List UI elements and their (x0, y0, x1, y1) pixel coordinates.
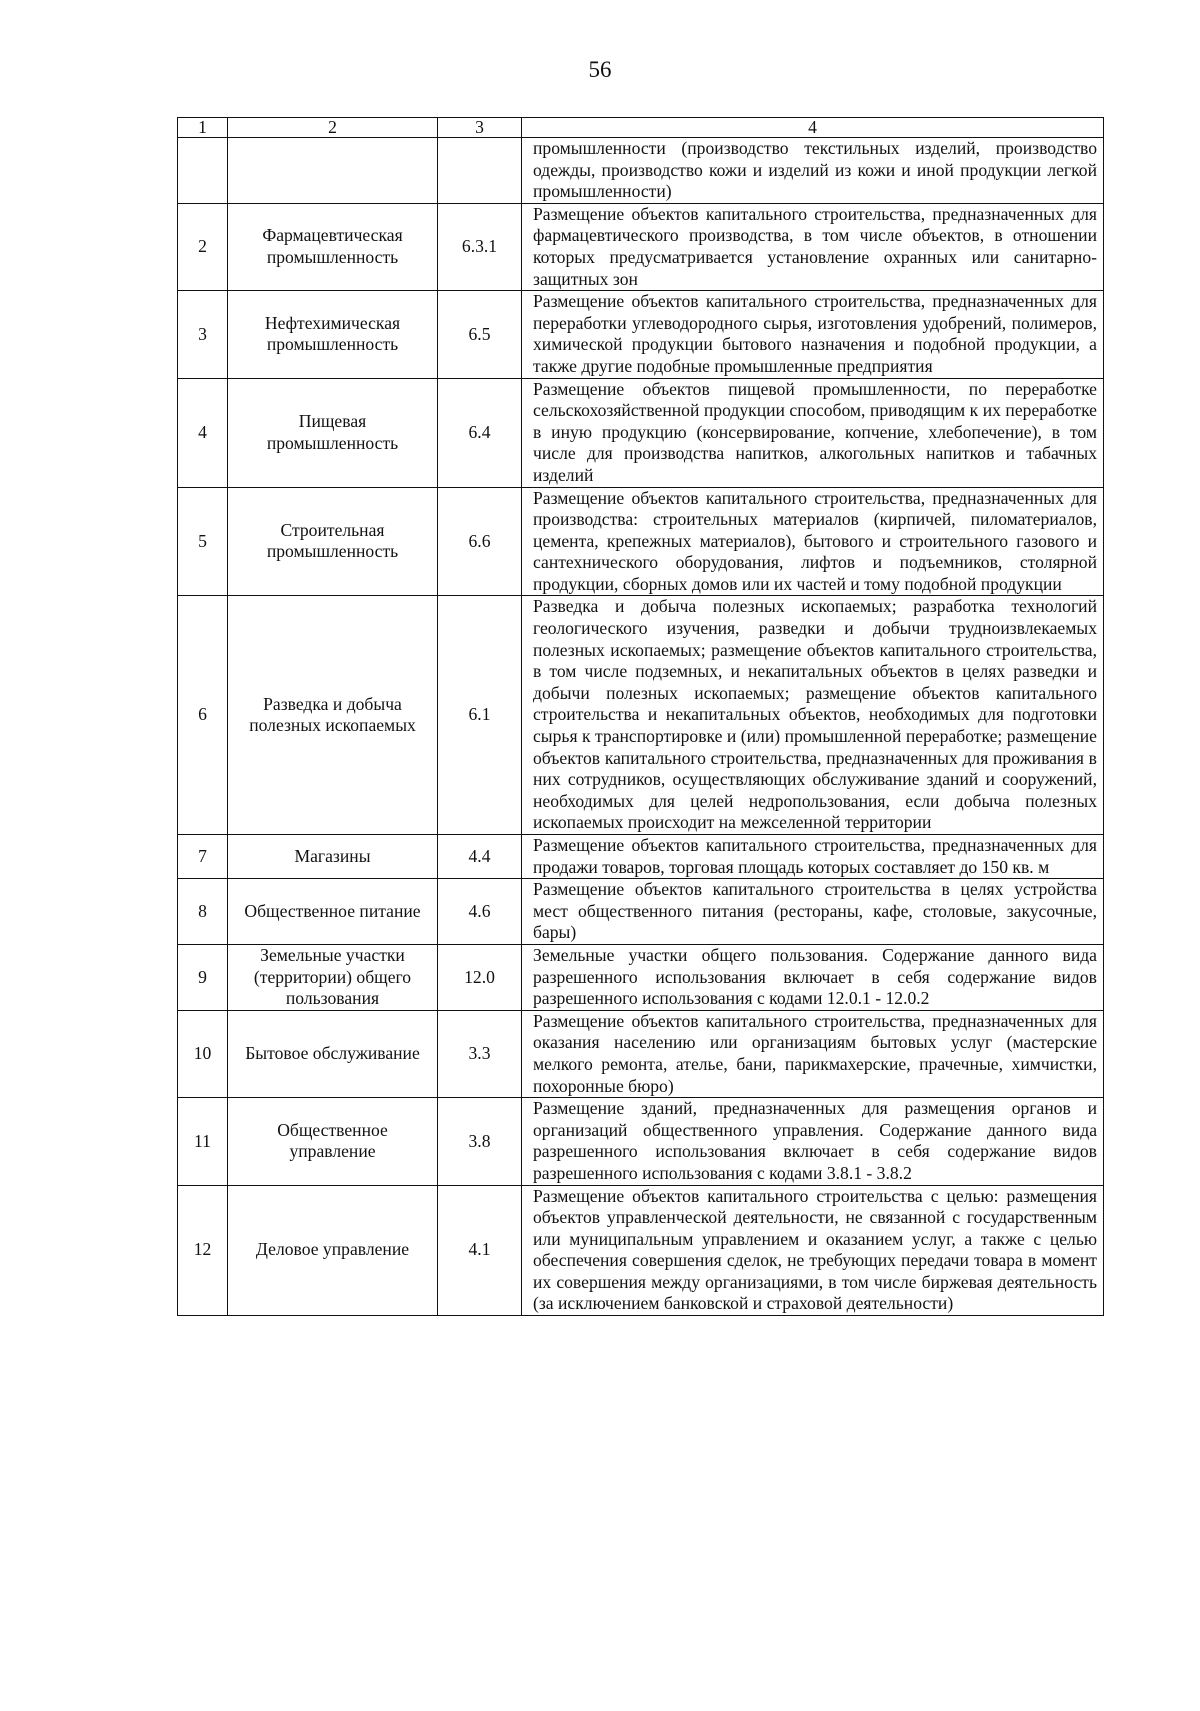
column-header-3: 3 (438, 118, 522, 138)
row-number: 12 (178, 1185, 228, 1316)
column-header-2: 2 (228, 118, 438, 138)
land-use-name: Земельные участки (территории) общего пользования (228, 944, 438, 1010)
land-use-description: Размещение объектов капитального строительства, предназначенных для оказания населению или организациям бытовых услуг (мастерские мелкого ремонта, ателье, бани, парикмахерские, прачечные, химчистки, похоронные бюро) (522, 1010, 1104, 1097)
column-header-4: 4 (522, 118, 1104, 138)
row-number: 2 (178, 203, 228, 290)
land-use-description: Размещение зданий, предназначенных для размещения органов и организаций общественного управления. Содержание данного вида разрешенного использования включает в себя содержание видов разрешенного использования с кодами 3.8.1 - 3.8.2 (522, 1098, 1104, 1185)
land-use-description: Земельные участки общего пользования. Содержание данного вида разрешенного использования включает в себя содержание видов разрешенного использования с кодами 12.0.1 - 12.0.2 (522, 944, 1104, 1010)
table-row (178, 138, 1104, 204)
table-row (178, 203, 1104, 290)
land-use-description: Размещение объектов капитального строительства с целью: размещения объектов управленческой деятельности, не связанной с государственным или муниципальным управлением и оказанием услуг, а также с целью обеспечения совершения сделок, не требующих передачи товара в момент их совершения между организациями, в том числе биржевая деятельность (за исключением банковской и страховой деятельности) (522, 1185, 1104, 1316)
row-number: 10 (178, 1010, 228, 1097)
land-use-name: Общественное питание (228, 879, 438, 945)
land-use-name: Бытовое обслуживание (228, 1010, 438, 1097)
table-row (178, 835, 1104, 879)
land-use-code: 6.4 (438, 378, 522, 487)
table-header (178, 118, 1104, 138)
land-use-code: 3.3 (438, 1010, 522, 1097)
row-number: 11 (178, 1098, 228, 1185)
row-number: 5 (178, 487, 228, 596)
table-row (178, 1098, 1104, 1185)
land-use-name: Общественное управление (228, 1098, 438, 1185)
land-use-code: 4.1 (438, 1185, 522, 1316)
row-number: 9 (178, 944, 228, 1010)
land-use-code: 6.3.1 (438, 203, 522, 290)
page-number: 56 (588, 57, 612, 82)
table-row (178, 291, 1104, 378)
land-use-code: 6.1 (438, 596, 522, 835)
row-number: 6 (178, 596, 228, 835)
land-use-code: 12.0 (438, 944, 522, 1010)
row-number: 4 (178, 378, 228, 487)
land-use-name: Пищевая промышленность (228, 378, 438, 487)
land-use-code: 6.6 (438, 487, 522, 596)
header-row (178, 118, 1104, 138)
table-row (178, 378, 1104, 487)
table-row (178, 487, 1104, 596)
land-use-description: Размещение объектов капитального строительства, предназначенных для продажи товаров, торговая площадь которых составляет до 150 кв. м (522, 835, 1104, 879)
table-row (178, 596, 1104, 835)
table-body (178, 138, 1104, 1316)
table-row (178, 1010, 1104, 1097)
land-use-name: Разведка и добыча полезных ископаемых (228, 596, 438, 835)
land-use-name: Строительная промышленность (228, 487, 438, 596)
land-use-description: Размещение объектов капитального строительства, предназначенных для переработки углеводородного сырья, изготовления удобрений, полимеров, химической продукции бытового назначения и подобной продукции, а также другие подобные промышленные предприятия (522, 291, 1104, 378)
row-number: 3 (178, 291, 228, 378)
land-use-description: Размещение объектов капитального строительства, предназначенных для производства: строительных материалов (кирпичей, пиломатериалов, цемента, крепежных материалов), бытового и строительного газового и сантехнического оборудования, лифтов и подъемников, столярной продукции, сборных домов или их частей и тому подобной продукции (522, 487, 1104, 596)
land-use-name: Нефтехимическая промышленность (228, 291, 438, 378)
land-use-name (228, 138, 438, 204)
column-header-1: 1 (178, 118, 228, 138)
table-row (178, 879, 1104, 945)
table-row (178, 944, 1104, 1010)
land-use-description: Размещение объектов капитального строительства, предназначенных для фармацевтического производства, в том числе объектов, в отношении которых предусматривается установление охранных или санитарно-защитных зон (522, 203, 1104, 290)
row-number (178, 138, 228, 204)
land-use-name: Фармацевтическая промышленность (228, 203, 438, 290)
land-use-code: 6.5 (438, 291, 522, 378)
land-use-name: Магазины (228, 835, 438, 879)
land-use-code: 4.4 (438, 835, 522, 879)
land-use-description: Разведка и добыча полезных ископаемых; разработка технологий геологического изучения, разведки и добычи трудноизвлекаемых полезных ископаемых; размещение объектов капитального строительства, в том числе подземных, и некапитальных объектов в целях разведки и добычи полезных ископаемых; размещение объектов капитального строительства и некапитальных объектов, необходимых для подготовки сырья к транспортировке и (или) промышленной переработке; размещение объектов капитального строительства, предназначенных для проживания в них сотрудников, осуществляющих обслуживание зданий и сооружений, необходимых для целей недропользования, если добыча полезных ископаемых происходит на межселенной территории (522, 596, 1104, 835)
land-use-description: промышленности (производство текстильных изделий, производство одежды, производство кожи и изделий из кожи и иной продукции легкой промышленности) (522, 138, 1104, 204)
table-row (178, 1185, 1104, 1316)
row-number: 8 (178, 879, 228, 945)
land-use-code: 4.6 (438, 879, 522, 945)
land-use-code: 3.8 (438, 1098, 522, 1185)
land-use-code (438, 138, 522, 204)
land-use-name: Деловое управление (228, 1185, 438, 1316)
row-number: 7 (178, 835, 228, 879)
land-use-table (177, 117, 1104, 1316)
land-use-description: Размещение объектов капитального строительства в целях устройства мест общественного питания (рестораны, кафе, столовые, закусочные, бары) (522, 879, 1104, 945)
land-use-description: Размещение объектов пищевой промышленности, по переработке сельскохозяйственной продукции способом, приводящим к их переработке в иную продукцию (консервирование, копчение, хлебопечение), в том числе для производства напитков, алкогольных напитков и табачных изделий (522, 378, 1104, 487)
